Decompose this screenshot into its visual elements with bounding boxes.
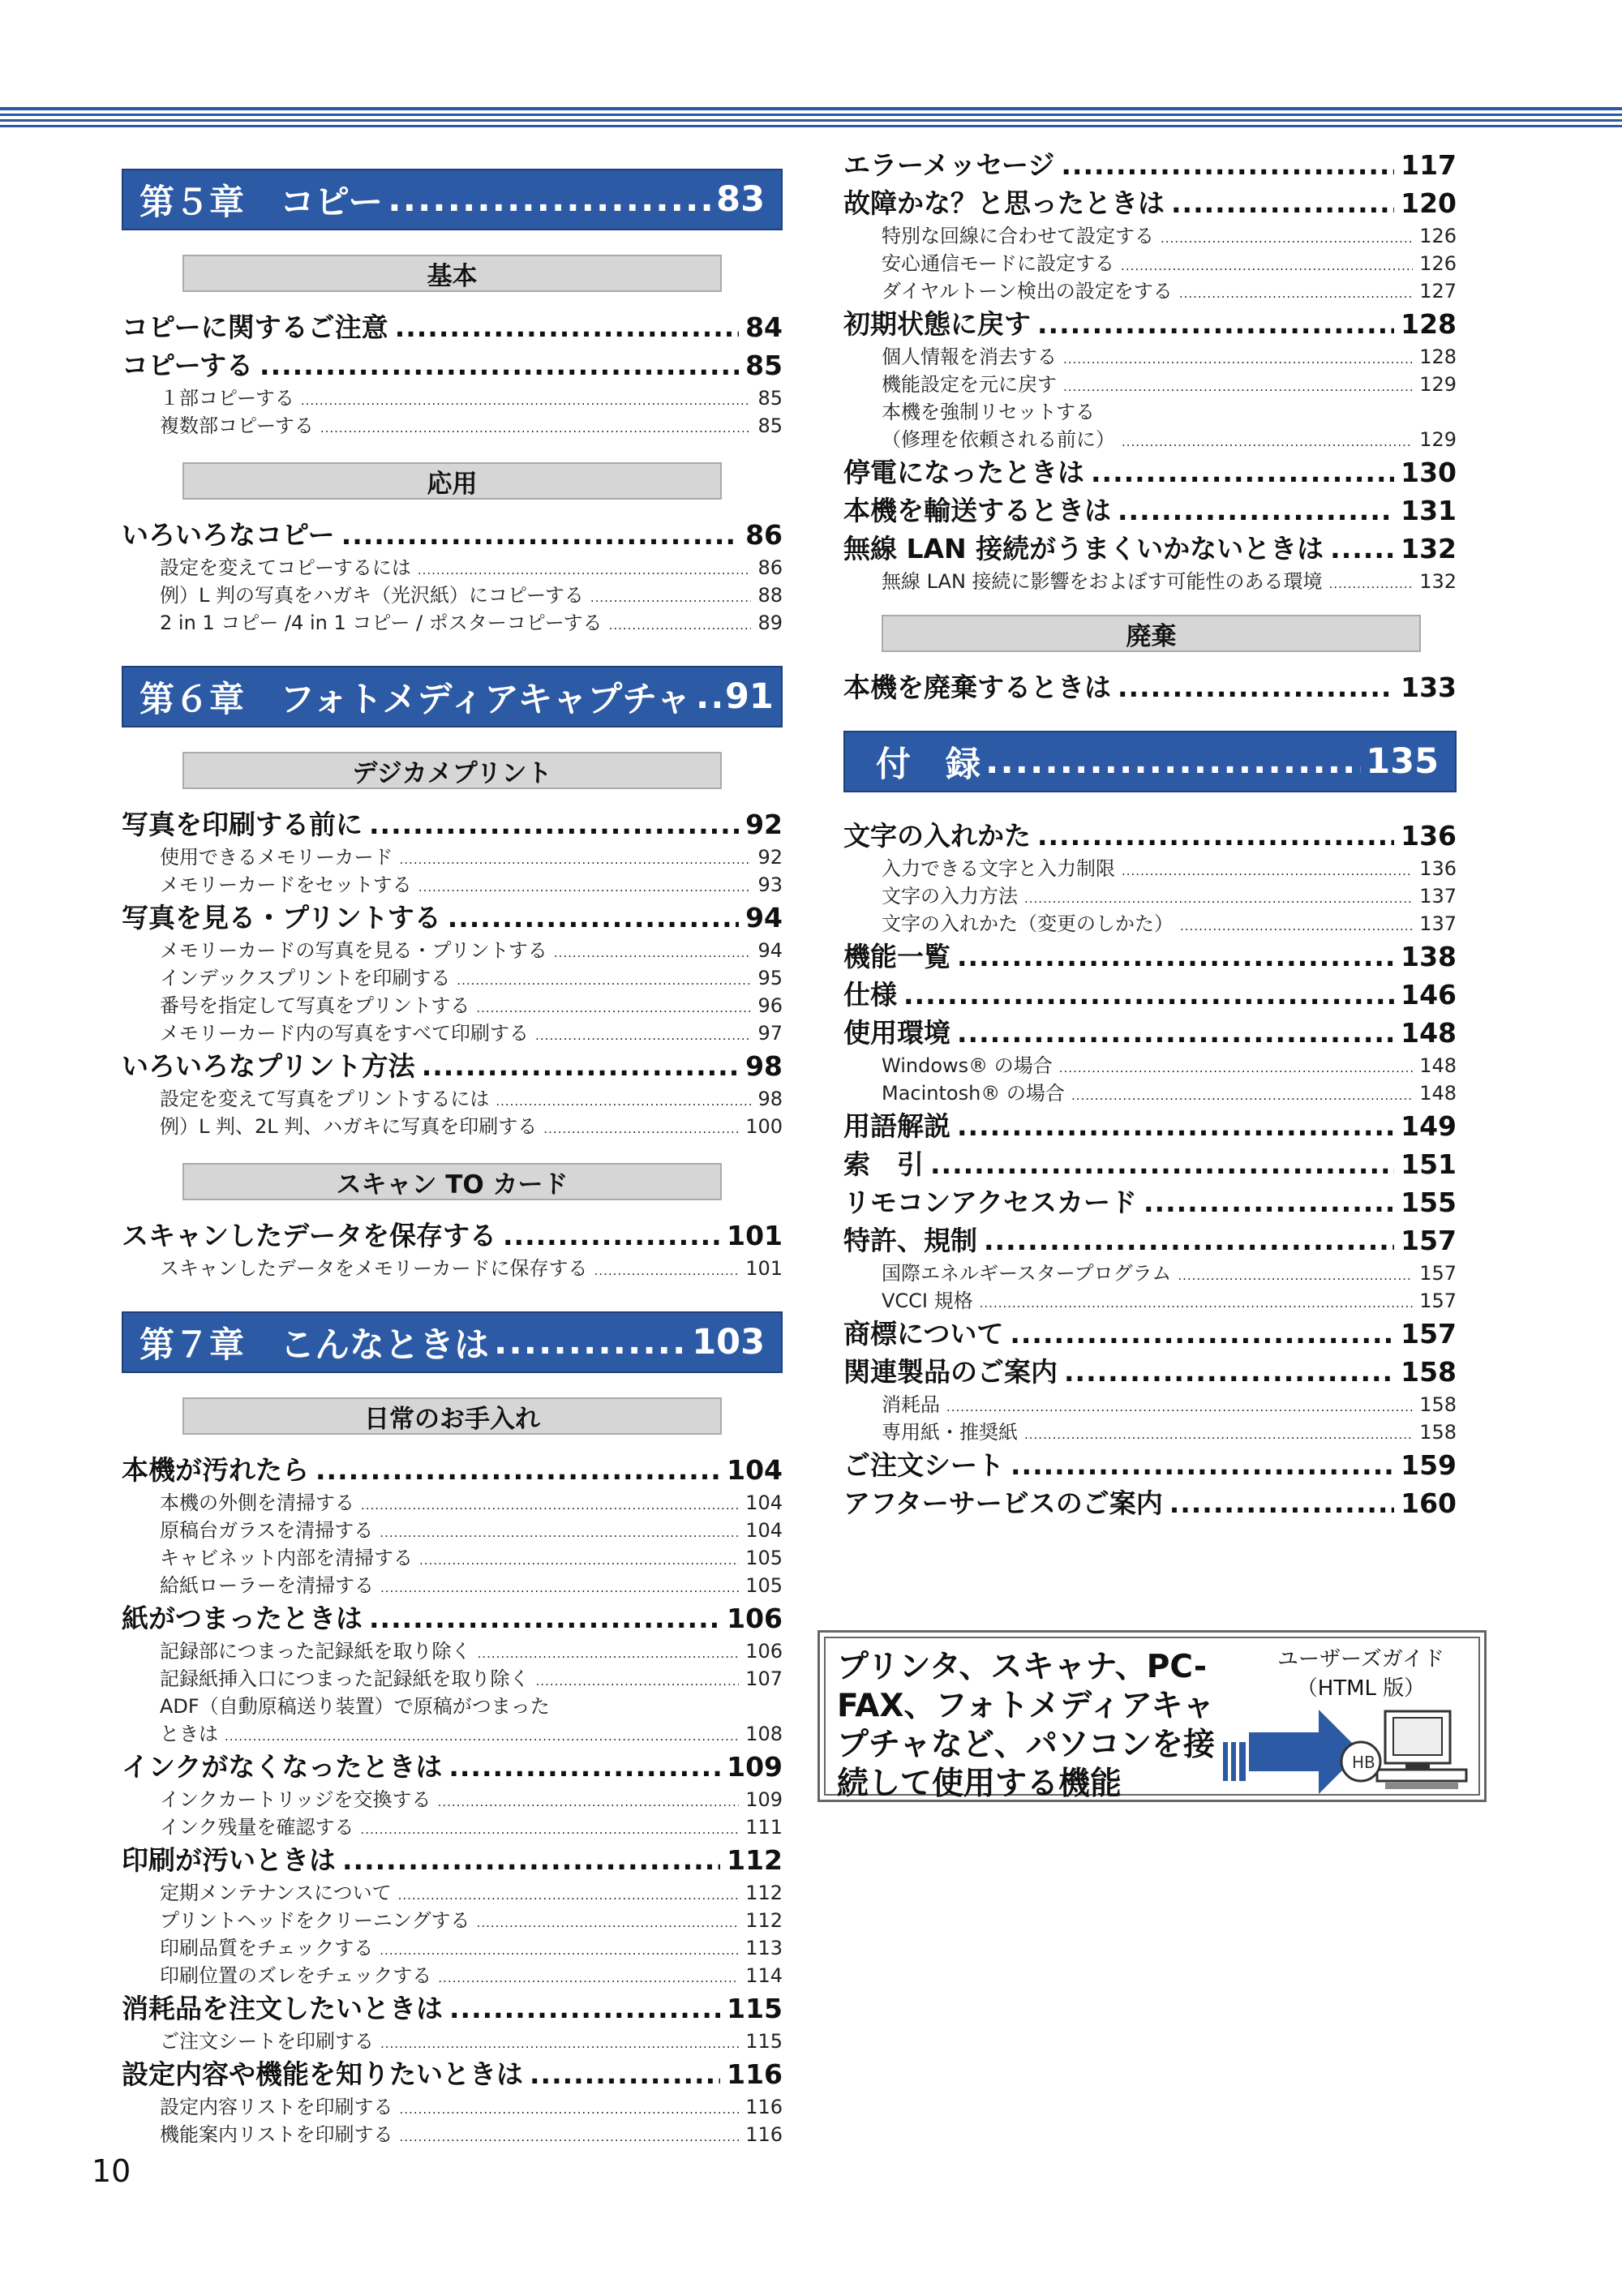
toc-subentry[interactable]: ダイヤルトーン検出の設定をする ..... 127 (843, 277, 1457, 305)
toc-subentry[interactable]: 定期メンテナンスについて ..... 112 (122, 1879, 783, 1907)
toc-entry[interactable]: 本機を廃棄するときは ..... 133 (843, 668, 1457, 706)
toc-entry[interactable]: 商標について ..... 157 (843, 1315, 1457, 1353)
chapter-page: 135 (1366, 741, 1439, 782)
chapter-7-heading[interactable] (122, 1311, 783, 1373)
toc-subentry[interactable]: １部コピーする ..... 85 (122, 384, 783, 412)
chapter-6-heading[interactable] (122, 666, 783, 727)
toc-subentry[interactable]: ご注文シートを印刷する ..... 115 (122, 2028, 783, 2055)
toc-entry[interactable]: スキャンしたデータを保存する ..... 101 (122, 1217, 783, 1255)
toc-entry[interactable]: 写真を印刷する前に ..... 92 (122, 805, 783, 843)
toc-subentry[interactable]: 機能設定を元に戻す ..... 129 (843, 371, 1457, 398)
toc-subentry[interactable]: Windows® の場合 ..... 148 (843, 1052, 1457, 1079)
toc-entry[interactable]: いろいろなコピー ..... 86 (122, 516, 783, 554)
toc-subentry[interactable]: 設定を変えてコピーするには ..... 86 (122, 554, 783, 582)
chapter-number: 付 録 (876, 744, 980, 785)
section-heading: 基本 (182, 255, 722, 292)
toc-subentry[interactable]: プリントヘッドをクリーニングする ..... 112 (122, 1907, 783, 1934)
toc-entry[interactable]: 関連製品のご案内 ..... 158 (843, 1353, 1457, 1391)
toc-entry[interactable]: 設定内容や機能を知りたいときは ..... 116 (122, 2055, 783, 2093)
chapter-5-heading[interactable] (122, 169, 783, 230)
chapter-page: 91 (724, 676, 774, 717)
toc-subentry[interactable]: 無線 LAN 接続に影響をおよぼす可能性のある環境 ..... 132 (843, 568, 1457, 595)
toc-subentry[interactable]: 複数部コピーする ..... 85 (122, 412, 783, 440)
toc-subentry[interactable]: メモリーカード内の写真をすべて印刷する ..... 97 (122, 1019, 783, 1047)
toc-right-column (843, 146, 1457, 1522)
toc-entry[interactable]: 紙がつまったときは ..... 106 (122, 1599, 783, 1637)
toc-subentry[interactable]: 設定内容リストを印刷する ..... 116 (122, 2093, 783, 2121)
callout-label-line2: （HTML 版） (1296, 1676, 1426, 1701)
section-heading: デジカメプリント (182, 752, 722, 789)
toc-entry[interactable]: 停電になったときは ..... 130 (843, 453, 1457, 491)
toc-subentry[interactable]: メモリーカードの写真を見る・プリントする ..... 94 (122, 937, 783, 964)
toc-subentry[interactable]: 消耗品 ..... 158 (843, 1391, 1457, 1418)
pc-arrow-illustration (1223, 1695, 1483, 1796)
toc-entry[interactable]: インクがなくなったときは ..... 109 (122, 1748, 783, 1786)
toc-entry[interactable]: 印刷が汚いときは ..... 112 (122, 1841, 783, 1879)
appendix-heading[interactable] (843, 731, 1457, 792)
toc-subentry[interactable]: 国際エネルギースタープログラム ..... 157 (843, 1260, 1457, 1287)
toc-subentry[interactable]: 給紙ローラーを清掃する ..... 105 (122, 1572, 783, 1599)
toc-entry[interactable]: コピーに関するご注意 ..... 84 (122, 308, 783, 346)
chapter-title: フォトメディアキャプチャ (280, 679, 691, 720)
toc-entry[interactable]: 仕様 ..... 146 (843, 976, 1457, 1014)
toc-entry[interactable]: 索 引 ..... 151 (843, 1145, 1457, 1183)
toc-subentry[interactable]: 入力できる文字と入力制限 ..... 136 (843, 855, 1457, 882)
toc-subentry[interactable]: 文字の入れかた（変更のしかた） ..... 137 (843, 910, 1457, 938)
toc-left-column (122, 162, 783, 2148)
toc-entry[interactable]: 使用環境 ..... 148 (843, 1014, 1457, 1052)
toc-subentry[interactable]: VCCI 規格 ..... 157 (843, 1287, 1457, 1315)
header-rule (0, 107, 1622, 131)
section-heading: 廃棄 (882, 615, 1421, 652)
toc-subentry[interactable]: 2 in 1 コピー /4 in 1 コピー / ポスターコピーする ..... 89 (122, 609, 783, 637)
toc-entry[interactable]: コピーする ..... 85 (122, 346, 783, 384)
toc-subentry[interactable]: 記録紙挿入口につまった記録紙を取り除く ..... 107 (122, 1665, 783, 1693)
toc-entry[interactable]: 初期状態に戻す ..... 128 (843, 305, 1457, 343)
section-heading: 日常のお手入れ (182, 1397, 722, 1435)
toc-subentry[interactable]: 個人情報を消去する ..... 128 (843, 343, 1457, 371)
toc-entry[interactable]: 消耗品を注文したいときは ..... 115 (122, 1989, 783, 2028)
toc-subentry[interactable]: 安心通信モードに設定する ..... 126 (843, 250, 1457, 277)
toc-entry[interactable]: 本機が汚れたら ..... 104 (122, 1451, 783, 1489)
toc-subentry[interactable]: ときは ..... 108 (122, 1720, 783, 1748)
users-guide-callout[interactable] (817, 1630, 1487, 1802)
toc-subentry[interactable]: 番号を指定して写真をプリントする ..... 96 (122, 992, 783, 1019)
section-heading: スキャン TO カード (182, 1163, 722, 1200)
toc-subentry[interactable]: キャビネット内部を清掃する ..... 105 (122, 1544, 783, 1572)
toc-entry[interactable]: 写真を見る・プリントする ..... 94 (122, 899, 783, 937)
chapter-number: 第７章 (139, 1324, 244, 1366)
callout-frame (824, 1637, 1480, 1802)
svg-text:HB: HB (1352, 1753, 1375, 1772)
toc-subentry[interactable]: 機能案内リストを印刷する ..... 116 (122, 2121, 783, 2148)
callout-text: プリンタ、スキャナ、PC-FAX、フォトメディアキャプチャなど、パソコンを接続して使用する機能 (837, 1649, 1216, 1802)
toc-subentry[interactable]: メモリーカードをセットする ..... 93 (122, 871, 783, 899)
toc-subentry[interactable]: 例）L 判の写真をハガキ（光沢紙）にコピーする ..... 88 (122, 582, 783, 609)
toc-subentry[interactable]: （修理を依頼される前に） ..... 129 (843, 426, 1457, 453)
toc-entry[interactable]: 用語解説 ..... 149 (843, 1107, 1457, 1145)
toc-subentry[interactable]: 記録部につまった記録紙を取り除く ..... 106 (122, 1637, 783, 1665)
toc-subentry[interactable]: 原稿台ガラスを清掃する ..... 104 (122, 1517, 783, 1544)
toc-entry[interactable]: エラーメッセージ ..... 117 (843, 146, 1457, 184)
toc-subentry[interactable]: インクカートリッジを交換する ..... 109 (122, 1786, 783, 1813)
toc-subentry[interactable]: 特別な回線に合わせて設定する ..... 126 (843, 222, 1457, 250)
toc-entry[interactable]: 故障かな？と思ったときは ..... 120 (843, 184, 1457, 222)
toc-subentry[interactable]: 印刷位置のズレをチェックする ..... 114 (122, 1962, 783, 1989)
toc-subentry[interactable]: 印刷品質をチェックする ..... 113 (122, 1934, 783, 1962)
toc-subentry[interactable]: インク残量を確認する ..... 111 (122, 1813, 783, 1841)
toc-entry[interactable]: 文字の入れかた ..... 136 (843, 817, 1457, 855)
callout-label-line1: ユーザーズガイド (1277, 1647, 1444, 1672)
toc-entry[interactable]: ご注文シート ..... 159 (843, 1446, 1457, 1484)
toc-entry[interactable]: 特許、規制 ..... 157 (843, 1221, 1457, 1260)
toc-entry[interactable]: リモコンアクセスカード ..... 155 (843, 1183, 1457, 1221)
toc-subentry[interactable]: 例）L 判、2L 判、ハガキに写真を印刷する ..... 100 (122, 1113, 783, 1140)
section-heading: 応用 (182, 462, 722, 500)
toc-subentry-line[interactable]: 本機を強制リセットする (882, 401, 1096, 423)
toc-entry[interactable]: 無線 LAN 接続がうまくいかないときは ..... 132 (843, 530, 1457, 568)
toc-subentry[interactable]: スキャンしたデータをメモリーカードに保存する ..... 101 (122, 1255, 783, 1282)
toc-subentry[interactable]: インデックスプリントを印刷する ..... 95 (122, 964, 783, 992)
toc-subentry[interactable]: 文字の入力方法 ..... 137 (843, 882, 1457, 910)
toc-subentry[interactable]: 設定を変えて写真をプリントするには ..... 98 (122, 1085, 783, 1113)
toc-subentry[interactable]: 使用できるメモリーカード ..... 92 (122, 843, 783, 871)
chapter-number: 第６章 (139, 679, 244, 720)
toc-entry[interactable]: いろいろなプリント方法 ..... 98 (122, 1047, 783, 1085)
chapter-page: 83 (716, 179, 765, 220)
toc-subentry-line[interactable]: ADF（自動原稿送り装置）で原稿がつまった (160, 1695, 550, 1718)
toc-subentry[interactable]: 本機の外側を清掃する ..... 104 (122, 1489, 783, 1517)
chapter-page: 103 (692, 1322, 765, 1363)
page-number: 10 (92, 2153, 131, 2189)
toc-entry[interactable]: アフターサービスのご案内 ..... 160 (843, 1484, 1457, 1522)
chapter-title: こんなときは (280, 1324, 489, 1366)
toc-entry[interactable]: 本機を輸送するときは ..... 131 (843, 491, 1457, 530)
toc-subentry[interactable]: Macintosh® の場合 ..... 148 (843, 1079, 1457, 1107)
toc-entry[interactable]: 機能一覧 ..... 138 (843, 938, 1457, 976)
chapter-title: コピー (280, 182, 384, 223)
toc-subentry[interactable]: 専用紙・推奨紙 ..... 158 (843, 1418, 1457, 1446)
chapter-number: 第５章 (139, 182, 244, 223)
